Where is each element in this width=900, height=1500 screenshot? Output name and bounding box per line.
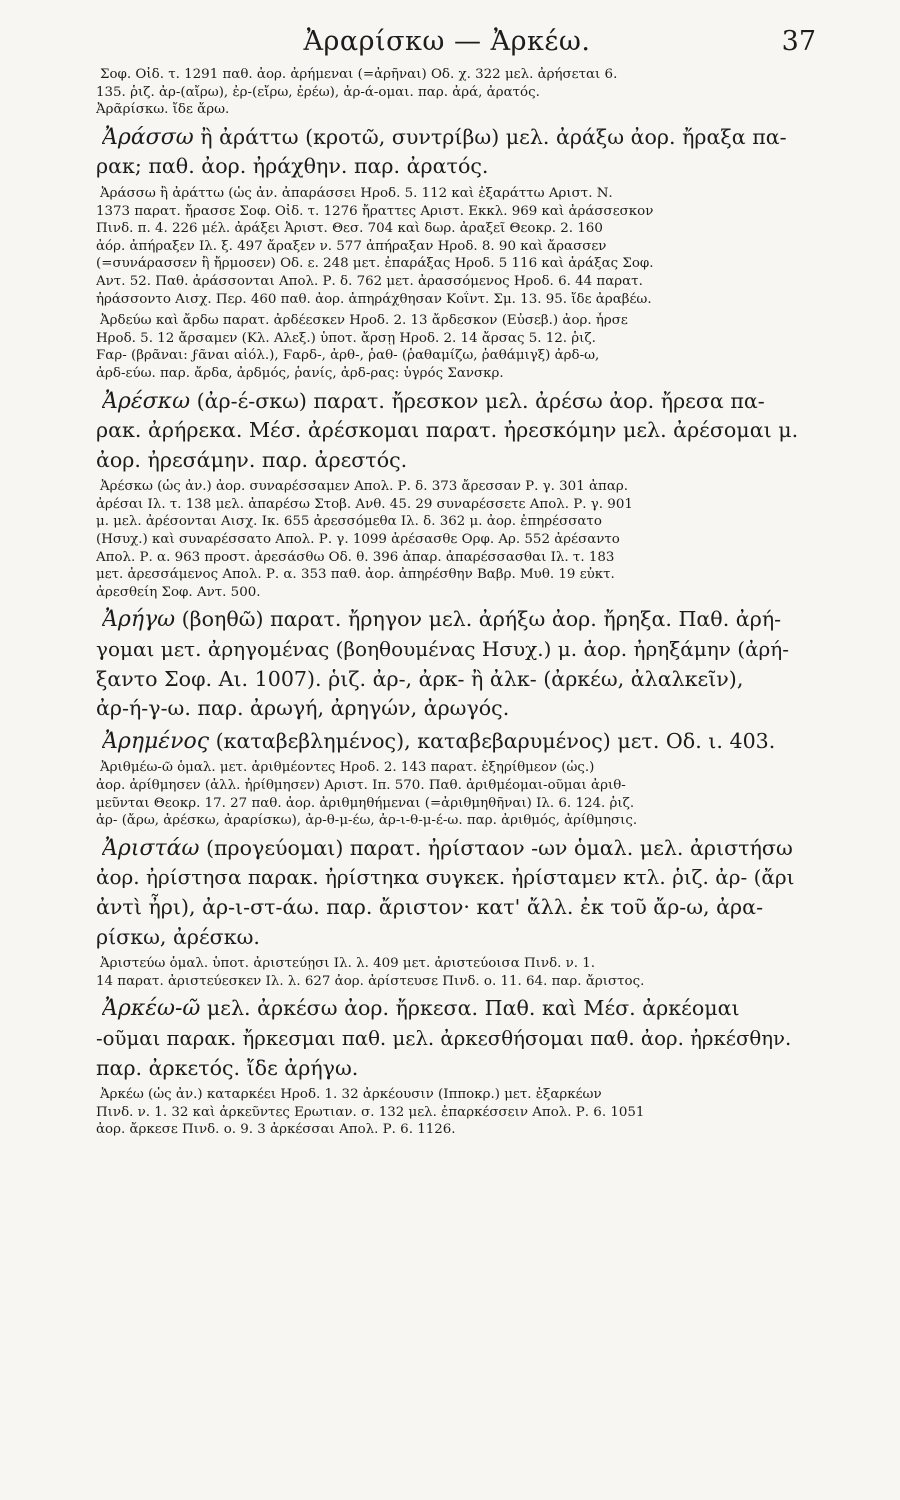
entry-text: ἀορ. ἄρκεσε Πινδ. ο. 9. 3 ἀρκέσσαι Απολ. Ρ. 6. 1126. — [96, 1122, 456, 1138]
entry-line — [96, 347, 798, 365]
entry-line — [96, 777, 798, 795]
entry-line — [96, 863, 798, 893]
entry-text: Ἀρδεύω καὶ ἄρδω παρατ. ἀρδέεσκεν Ηροδ. 2. 13 ἄρδεσκον (Εὐσεβ.) ἀορ. ἦρσε — [100, 313, 628, 329]
entry-line — [96, 84, 798, 102]
entry-line — [96, 1054, 798, 1084]
entry-arego-main — [96, 605, 798, 723]
entry-text: (καταβεβλημένος), καταβεβαρυμένος) μετ. Οδ. ι. 403. — [215, 728, 776, 753]
entry-text: ρίσκω, ἀρέσκω. — [96, 924, 260, 949]
entry-line — [96, 665, 798, 695]
entry-lemma: Ἀρκέω-ῶ — [102, 996, 201, 1022]
entry-line — [96, 1121, 798, 1139]
entry-text: Σοφ. Οἰδ. τ. 1291 παθ. ἀορ. ἀρήμεναι (=ἀρῆναι) Οδ. χ. 322 μελ. ἀρήσεται 6. — [100, 67, 618, 82]
entry-line — [96, 759, 798, 777]
entry-text: Ἀριστεύω ὁμαλ. ὑποτ. ἀριστεύῃσι Ιλ. λ. 409 μετ. ἀριστεύοισα Πινδ. ν. 1. — [100, 956, 596, 972]
entry-text: Ϝαρ- (βρᾶναι: ϝᾶναι αἰόλ.), Ϝαρδ-, ἀρθ-, ῥαθ- (ῥαθαμίζω, ῥαθάμιγξ) ἀρδ-ω, — [96, 348, 600, 364]
entry-line — [96, 446, 798, 476]
entry-text: μεῦνται Θεοκρ. 17. 27 παθ. ἀορ. ἀριθμηθήμεναι (=ἀριθμηθῆναι) Ιλ. 6. 124. ῥιζ. — [96, 795, 635, 811]
entry-text: (Ησυχ.) καὶ συναρέσσατο Απολ. Ρ. γ. 1099 ἀρέσασθε Ορφ. Αρ. 552 ἀρέσαντο — [96, 532, 620, 548]
entry-text: ἀόρ. ἀπήραξεν Ιλ. ξ. 497 ἄραξεν ν. 577 ἀπήραξαν Ηροδ. 8. 90 καὶ ἄρασσεν — [96, 238, 607, 254]
entry-text: 135. ῥιζ. ἀρ-(αἴρω), ἐρ-(εἴρω, ἐρέω), ἀρ-ά-ομαι. παρ. ἀρά, ἀρατός. — [96, 84, 540, 100]
entry-text: ρακ. ἀρήρεκα. Μέσ. ἀρέσκομαι παρατ. ἠρεσκόμην μελ. ἀρέσομαι μ. — [96, 418, 798, 443]
entry-line — [96, 101, 798, 119]
entry-text: μετ. ἀρεσσάμενος Απολ. Ρ. α. 353 παθ. ἀορ. ἀπηρέσθην Βαβρ. Μυθ. 19 εὐκτ. — [96, 567, 615, 583]
entry-line — [96, 238, 798, 256]
entry-text: Πινδ. π. 4. 226 μέλ. ἀράξει Ἀριστ. Θεσ. 704 καὶ δωρ. ἀραξεῖ Θεοκρ. 2. 160 — [96, 221, 603, 237]
entry-text: Ηροδ. 5. 12 ἄρσαμεν (Κλ. Αλεξ.) ὑποτ. ἄρσῃ Ηροδ. 2. 14 ἄρσας 5. 12. ῥιζ. — [96, 330, 596, 346]
entry-sof-continuation — [96, 66, 798, 119]
entry-text: (προγεύομαι) παρατ. ἠρίσταον -ων ὁμαλ. μελ. ἀριστήσω — [205, 835, 793, 860]
entry-line — [96, 1086, 798, 1104]
entry-line — [96, 255, 798, 273]
entry-line — [96, 312, 798, 330]
entry-arkeo-main — [96, 994, 798, 1083]
entry-line — [96, 220, 798, 238]
entry-line — [102, 727, 798, 757]
entry-text: μελ. ἀρκέσω ἀορ. ἤρκεσα. Παθ. καὶ Μέσ. ἀρκέομαι — [206, 996, 740, 1021]
entry-aresko-small — [96, 478, 798, 601]
entry-line — [102, 834, 798, 864]
entry-arasso-main — [96, 123, 798, 182]
entry-line — [102, 605, 798, 635]
entry-line — [96, 955, 798, 973]
entry-line — [96, 635, 798, 665]
entry-line — [102, 387, 798, 417]
entry-spacer — [96, 1139, 798, 1143]
entry-text: 14 παρατ. ἀριστεύεσκεν Ιλ. λ. 627 ἀορ. ἀρίστευσε Πινδ. ο. 11. 64. παρ. ἄριστος. — [96, 973, 645, 989]
entry-text: (=συνάρασσεν ἢ ἤρμοσεν) Οδ. ε. 248 μετ. ἐπαράξας Ηροδ. 5 116 καὶ ἀράξας Σοφ. — [96, 256, 654, 272]
entry-arkeo-small — [96, 1086, 798, 1139]
entry-line — [96, 513, 798, 531]
entry-line — [96, 185, 798, 203]
entry-aresko-main — [96, 387, 798, 476]
entry-line — [96, 584, 798, 602]
entry-text: ρακ; παθ. ἀορ. ἠράχθην. παρ. ἀρατός. — [96, 154, 489, 179]
entry-text: Ἀρέσκω (ὡς ἀν.) ἀορ. συναρέσσαμεν Απολ. Ρ. δ. 373 ἄρεσσαν Ρ. γ. 301 ἀπαρ. — [100, 479, 628, 495]
entry-line — [96, 795, 798, 813]
running-head — [96, 18, 816, 66]
page-title: Ἀραρίσκω — Ἀρκέω. — [303, 26, 591, 57]
entry-text: ἀρ-ή-γ-ω. παρ. ἀρωγή, ἀρηγών, ἀρωγός. — [96, 696, 510, 721]
entry-line — [96, 496, 798, 514]
entry-arithmeo-small — [96, 759, 798, 829]
entry-line — [96, 203, 798, 221]
entry-text: (βοηθῶ) παρατ. ἤρηγον μελ. ἀρήξω ἀορ. ἤρηξα. Παθ. ἀρή- — [181, 607, 782, 632]
entry-text: ξαντο Σοφ. Αι. 1007). ῥιζ. ἀρ-, ἀρκ- ἢ ἀλκ- (ἀρκέω, ἀλαλκεῖν), — [96, 666, 744, 691]
entry-text: ἀρεσθείη Σοφ. Αντ. 500. — [96, 584, 261, 600]
entry-arasso-small — [96, 185, 798, 308]
entry-line — [96, 478, 798, 496]
entry-text: Πινδ. ν. 1. 32 καὶ ἀρκεῦντες Ερωτιαν. σ. 132 μελ. ἐπαρκέσσειν Απολ. Ρ. 6. 1051 — [96, 1104, 645, 1120]
entry-line — [96, 291, 798, 309]
entry-line — [102, 123, 798, 153]
entry-text: (ἀρ-έ-σκω) παρατ. ἤρεσκον μελ. ἀρέσω ἀορ. ἤρεσα πα- — [196, 388, 765, 413]
entry-lemma: Ἀριστάω — [102, 835, 200, 861]
entry-line — [96, 152, 798, 182]
entry-line — [96, 273, 798, 291]
entry-text: Ἀράσσω ἢ ἀράττω (ὡς ἀν. ἀπαράσσει Ηροδ. 5. 112 καὶ ἐξαράττω Αριστ. Ν. — [100, 185, 613, 201]
entry-line — [96, 1104, 798, 1122]
entry-line — [96, 566, 798, 584]
entry-line — [96, 1024, 798, 1054]
entry-line — [96, 531, 798, 549]
entry-text: ἢ ἀράττω (κροτῶ, συντρίβω) μελ. ἀράξω ἀορ. ἤραξα πα- — [200, 124, 787, 149]
entry-lemma: Ἀρημένος — [102, 728, 210, 754]
entry-text: ἀορ. ἀρίθμησεν (ἀλλ. ἠρίθμησεν) Αριστ. Ιπ. 570. Παθ. ἀριθμέομαι-οῦμαι ἀριθ- — [96, 778, 626, 793]
entry-line — [102, 994, 798, 1024]
entry-line — [96, 812, 798, 830]
entry-lemma: Ἀρέσκω — [102, 388, 191, 414]
entry-line — [96, 694, 798, 724]
entry-text: παρ. ἀρκετός. ἴδε ἀρήγω. — [96, 1055, 359, 1080]
entry-text: ἀορ. ἠρίστησα παρακ. ἠρίστηκα συγκεκ. ἠρίσταμεν κτλ. ῥιζ. ἀρ- (ἄρι — [96, 865, 795, 890]
entry-line — [96, 66, 798, 84]
entry-text: Ἀριθμέω-ῶ ὁμαλ. μετ. ἀριθμέοντες Ηροδ. 2. 143 παρατ. ἐξηρίθμεον (ὡς.) — [100, 760, 595, 776]
entry-text: ἠράσσοντο Αισχ. Περ. 460 παθ. ἀορ. ἀπηράχθησαν Κοΐντ. Σμ. 13. 95. ἴδε ἀραβέω. — [96, 291, 652, 307]
entry-text: 1373 παρατ. ἤρασσε Σοφ. Οἰδ. τ. 1276 ἤραττες Αριστ. Εκκλ. 969 καὶ ἀράσσεσκον — [96, 203, 654, 219]
entry-aremenos-main — [96, 727, 798, 757]
entry-text: Ἀρᾶρίσκω. ἴδε ἄρω. — [96, 102, 230, 118]
entry-text: Ἀρκέω (ὡς ἀν.) καταρκέει Ηροδ. 1. 32 ἀρκέουσιν (Ιπποκρ.) μετ. ἐξαρκέων — [100, 1087, 602, 1103]
entry-line — [96, 973, 798, 991]
entry-aristao-main — [96, 834, 798, 952]
entry-line — [96, 365, 798, 383]
page-number: 37 — [781, 26, 816, 57]
entry-text: ἀντὶ ἦρι), ἀρ-ι-στ-άω. παρ. ἄριστον· κατ' ἄλλ. ἐκ τοῦ ἄρ-ω, ἀρα- — [96, 894, 764, 919]
entry-text: -οῦμαι παρακ. ἤρκεσμαι παθ. μελ. ἀρκεσθήσομαι παθ. ἀορ. ἠρκέσθην. — [96, 1026, 792, 1050]
entry-text: Απολ. Ρ. α. 963 προστ. ἀρεσάσθω Οδ. θ. 396 ἀπαρ. ἀπαρέσσασθαι Ιλ. τ. 183 — [96, 549, 615, 565]
entry-text: γομαι μετ. ἀρηγομένας (βοηθουμένας Ησυχ.) μ. ἀορ. ἠρηξάμην (ἀρή- — [96, 637, 790, 662]
entry-text: ἀρ- (ἄρω, ἀρέσκω, ἀραρίσκω), ἀρ-θ-μ-έω, ἀρ-ι-θ-μ-έ-ω. παρ. ἀριθμός, ἀρίθμησις. — [96, 813, 638, 829]
entry-text: ἀορ. ἠρεσάμην. παρ. ἀρεστός. — [96, 447, 408, 472]
entry-ardeuo-small — [96, 312, 798, 382]
entry-line — [96, 416, 798, 446]
entry-text: ἀρέσαι Ιλ. τ. 138 μελ. ἀπαρέσω Στοβ. Ανθ. 45. 29 συναρέσσετε Απολ. Ρ. γ. 901 — [96, 496, 633, 512]
entry-line — [96, 893, 798, 923]
entry-text: μ. μελ. ἀρέσονται Αισχ. Ικ. 655 ἀρεσσόμεθα Ιλ. δ. 362 μ. ἀορ. ἐπηρέσσατο — [96, 514, 602, 530]
entry-text: ἀρδ-εύω. παρ. ἄρδα, ἀρδμός, ῥανίς, ἀρδ-ρας: ὑγρός Σανσκρ. — [96, 365, 504, 381]
entry-lemma: Ἀράσσω — [102, 124, 194, 150]
entry-line — [96, 330, 798, 348]
entry-lemma: Ἀρήγω — [102, 607, 176, 633]
entry-aristeuo-small — [96, 955, 798, 990]
entry-text: Αντ. 52. Παθ. ἀράσσονται Απολ. Ρ. δ. 762 μετ. ἀρασσόμενος Ηροδ. 6. 44 παρατ. — [96, 273, 643, 289]
entry-line — [96, 549, 798, 567]
entries-column — [96, 66, 798, 1143]
entry-line — [96, 923, 798, 953]
